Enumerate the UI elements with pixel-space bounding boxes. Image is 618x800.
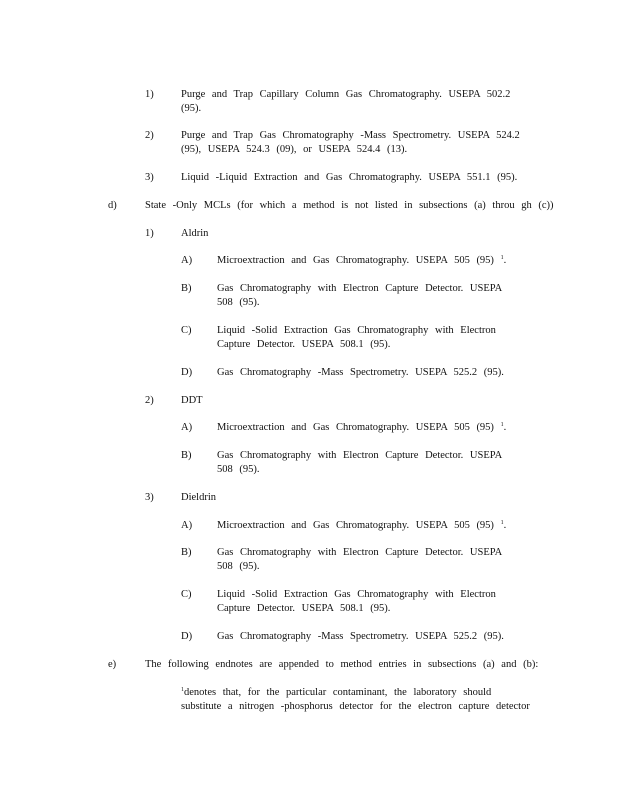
method-line: Capture Detector. USEPA 508.1 (95). xyxy=(217,602,391,614)
method-text xyxy=(217,546,502,573)
method-text xyxy=(217,519,506,533)
method-line: 508 (95). xyxy=(217,560,260,572)
method-line: Gas Chromatography with Electron Capture Detector. USEPA xyxy=(217,283,503,294)
item-number: 3) xyxy=(145,492,154,503)
contaminant-label: DDT xyxy=(181,395,203,406)
method-line: Microextraction and Gas Chromatography. USEPA 505 (95) xyxy=(217,520,494,531)
item-number: 1) xyxy=(145,89,154,100)
item-number: 1) xyxy=(145,228,154,239)
method-text xyxy=(217,282,502,309)
item-letter: A) xyxy=(181,255,193,266)
item-letter: B) xyxy=(181,547,192,558)
method-line: Microextraction and Gas Chromatography. USEPA 505 (95) xyxy=(217,255,494,266)
item-letter: C) xyxy=(181,589,192,600)
endnote-line: substitute a nitrogen -phosphorus detector for the electron capture detector xyxy=(181,700,530,712)
method-line-end: . xyxy=(503,255,507,266)
method-line: Purge and Trap Gas Chromatography -Mass Spectrometry. USEPA 524.2 xyxy=(181,130,520,141)
method-text: Gas Chromatography -Mass Spectrometry. USEPA 525.2 (95). xyxy=(217,631,504,642)
method-text: Gas Chromatography -Mass Spectrometry. USEPA 525.2 (95). xyxy=(217,367,504,378)
item-letter: D) xyxy=(181,367,193,378)
method-line: Liquid -Solid Extraction Gas Chromatography with Electron xyxy=(217,325,496,336)
subsection-letter: d) xyxy=(108,200,117,211)
method-line: Liquid -Solid Extraction Gas Chromatography with Electron xyxy=(217,589,496,600)
method-text xyxy=(217,588,496,615)
method-line: Capture Detector. USEPA 508.1 (95). xyxy=(217,338,391,350)
subsection-heading: The following endnotes are appended to method entries in subsections (a) and (b): xyxy=(145,659,539,670)
method-text xyxy=(181,88,510,115)
endnote-marker: 1 xyxy=(500,255,504,261)
method-line: (95), USEPA 524.3 (09), or USEPA 524.4 (13). xyxy=(181,143,408,155)
method-line: Gas Chromatography with Electron Capture Detector. USEPA xyxy=(217,547,503,558)
item-letter: A) xyxy=(181,422,193,433)
method-line: 508 (95). xyxy=(217,296,260,308)
method-line: 508 (95). xyxy=(217,463,260,475)
method-text xyxy=(217,421,506,435)
method-text xyxy=(217,254,506,268)
method-line-end: . xyxy=(503,422,507,433)
item-letter: B) xyxy=(181,283,192,294)
endnote xyxy=(181,686,530,713)
item-number: 2) xyxy=(145,395,154,406)
method-line: Purge and Trap Capillary Column Gas Chromatography. USEPA 502.2 xyxy=(181,89,511,100)
endnote-marker: 1 xyxy=(181,687,184,693)
method-line: (95). xyxy=(181,102,202,114)
item-letter: C) xyxy=(181,325,192,336)
item-number: 3) xyxy=(145,172,154,183)
endnote-line: denotes that, for the particular contaminant, the laboratory should xyxy=(184,687,492,698)
subsection-letter: e) xyxy=(108,659,117,670)
endnote-marker: 1 xyxy=(500,520,504,526)
method-text xyxy=(217,449,502,476)
method-line-end: . xyxy=(503,520,507,531)
method-line: Microextraction and Gas Chromatography. USEPA 505 (95) xyxy=(217,422,494,433)
item-letter: B) xyxy=(181,450,192,461)
item-number: 2) xyxy=(145,130,154,141)
method-text xyxy=(217,324,496,351)
method-text xyxy=(181,129,520,156)
contaminant-label: Dieldrin xyxy=(181,492,216,503)
item-letter: A) xyxy=(181,520,193,531)
endnote-marker: 1 xyxy=(500,422,504,428)
method-line: Gas Chromatography with Electron Capture Detector. USEPA xyxy=(217,450,503,461)
contaminant-label: Aldrin xyxy=(181,228,209,239)
method-text: Liquid -Liquid Extraction and Gas Chromatography. USEPA 551.1 (95). xyxy=(181,172,518,183)
item-letter: D) xyxy=(181,631,193,642)
subsection-heading: State -Only MCLs (for which a method is not listed in subsections (a) throu gh (c)) xyxy=(145,200,554,211)
